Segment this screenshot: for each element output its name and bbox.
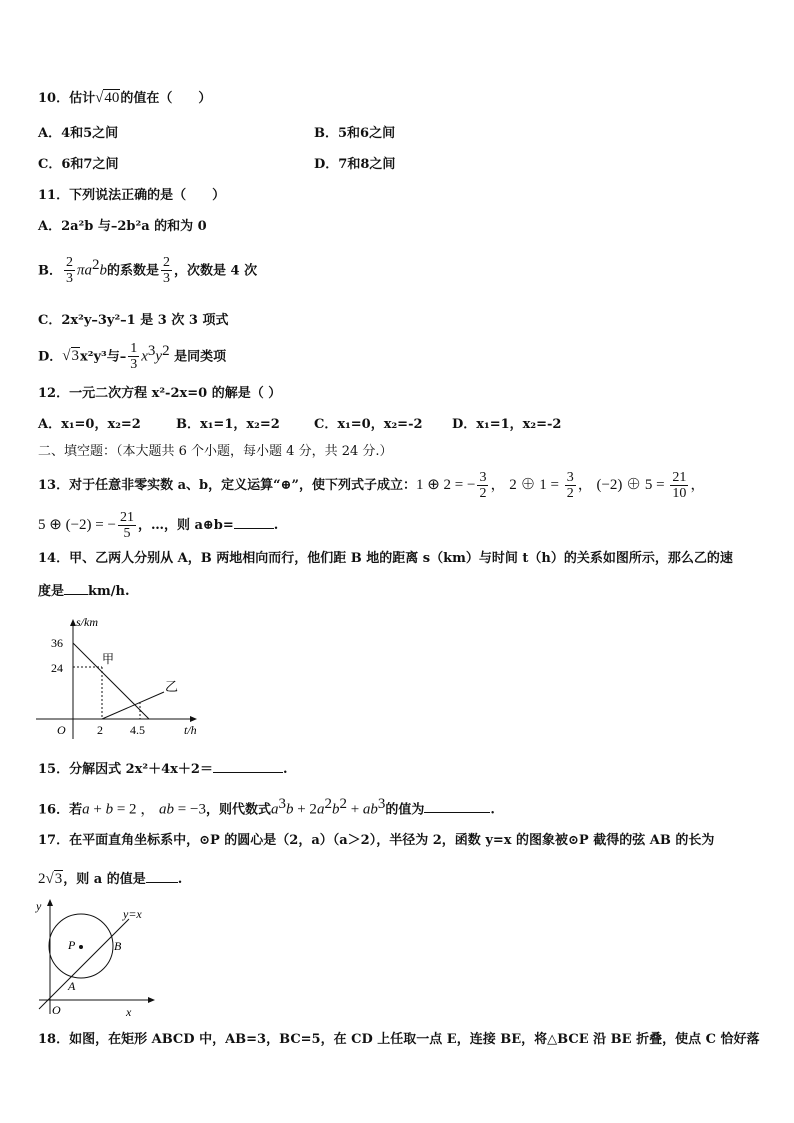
question-17-line2: 2√3，则 a 的值是 .: [38, 868, 182, 890]
q10-suffix: 的值在（ ）: [120, 91, 212, 106]
answer-blank[interactable]: [213, 758, 283, 773]
question-11-stem: 11．下列说法正确的是（ ）: [38, 188, 226, 203]
x-tick-4.5: 4.5: [130, 723, 145, 737]
fraction-2-3-b: $\frac{2}{3}$: [163, 255, 171, 287]
series-label-yi: 乙: [165, 679, 179, 694]
x-tick-2: 2: [97, 723, 103, 737]
q11-option-a: A．2a²b 与–2b²a 的和为 0: [38, 219, 207, 234]
q12-option-a: A．x₁=0，x₂=2: [38, 417, 141, 432]
question-13-line2: 5 ⊕ (−2) = − $\frac{21}{5}$ ，…，则 a⊕b= .: [38, 510, 279, 541]
circle-line-figure: [34, 896, 164, 1020]
question-14-line1: 14．甲、乙两人分别从 A，B 两地相向而行，他们距 B 地的距离 s（km）与时间 t（h）的关系如图所示，那么乙的速: [38, 551, 733, 566]
question-13-line1: 13．对于任意非零实数 a、b，定义运算“⊕”，使下列式子成立：1 ⊕ 2 = − $\frac{3}{2}$ ， 2 ⊕ 1 = $\frac{3}{2}$ ， (−2) ⊕ 5 = $\frac{21}{10}$ ，: [38, 470, 706, 501]
label-y: y: [36, 899, 42, 913]
fraction-1-3: $\frac{1}{3}$: [130, 341, 138, 373]
question-10: [38, 88, 211, 109]
answer-blank[interactable]: [146, 868, 178, 883]
section-fill-in-heading: 二、填空题：（本大题共 6 个小题，每小题 4 分，共 24 分.）: [38, 444, 393, 459]
question-14-line2: 度是 km/h.: [38, 580, 130, 602]
question-16: 16．若a + b = 2 ， ab = −3，则代数式$a^3b + 2a^2b^2 + ab^3$的值为 .: [38, 796, 495, 818]
y-tick-36: 36: [51, 636, 63, 650]
answer-blank[interactable]: [424, 798, 490, 813]
sqrt-3: √3: [45, 871, 63, 887]
line-yi: [102, 692, 164, 719]
q10-option-c: C．6和7之间: [38, 157, 119, 172]
q10-option-b: B．5和6之间: [314, 126, 396, 141]
fraction-2-3: $\frac{2}{3}$: [66, 255, 73, 287]
q10-option-a: A．4和5之间: [38, 126, 119, 141]
distance-time-graph: [36, 612, 206, 742]
label-origin: O: [52, 1003, 61, 1017]
question-18: 18．如图，在矩形 ABCD 中，AB=3，BC=5，在 CD 上任取一点 E，连接 BE，将△BCE 沿 BE 折叠，使点 C 恰好落: [38, 1032, 760, 1047]
answer-blank[interactable]: [234, 514, 274, 529]
q11-option-d: D．√3x²y³与– $\frac{1}{3}$ $x^3y^2$ 是同类项: [38, 341, 227, 373]
answer-blank[interactable]: [64, 580, 88, 595]
label-p: P: [68, 938, 76, 952]
sqrt-3: √3: [62, 348, 80, 365]
y-axis-label: s/km: [76, 615, 98, 629]
label-b: B: [114, 939, 122, 953]
question-17-line1: 17．在平面直角坐标系中，⊙P 的圆心是（2，a）（a＞2），半径为 2，函数 y=x 的图象被⊙P 截得的弦 AB 的长为: [38, 833, 715, 848]
origin-label: O: [57, 723, 66, 737]
question-12-stem: 12．一元二次方程 x²-2x=0 的解是（ ）: [38, 386, 282, 401]
question-15: 15．分解因式 2x²＋4x＋2＝ .: [38, 758, 287, 780]
sqrt-40: √40: [95, 90, 120, 106]
q11-option-c: C．2x²y–3y²–1 是 3 次 3 项式: [38, 313, 229, 328]
label-x: x: [126, 1005, 132, 1019]
label-line: y=x: [123, 907, 142, 921]
q10-option-d: D．7和8之间: [314, 157, 396, 172]
q12-option-c: C．x₁=0，x₂=-2: [314, 417, 423, 432]
x-axis-label: t/h: [184, 723, 197, 737]
q12-option-d: D．x₁=1，x₂=-2: [452, 417, 562, 432]
label-a: A: [68, 979, 76, 993]
q12-option-b: B．x₁=1，x₂=2: [176, 417, 280, 432]
series-label-jia: 甲: [102, 652, 115, 666]
y-tick-24: 24: [51, 661, 63, 675]
center-point-p: [79, 945, 83, 949]
q11-option-b: B． $\frac{2}{3}$ $\pi a^2b$的系数是 $\frac{2}{3}$ ，次数是 4 次: [38, 255, 258, 287]
q10-prefix: 10．估计: [38, 91, 96, 106]
